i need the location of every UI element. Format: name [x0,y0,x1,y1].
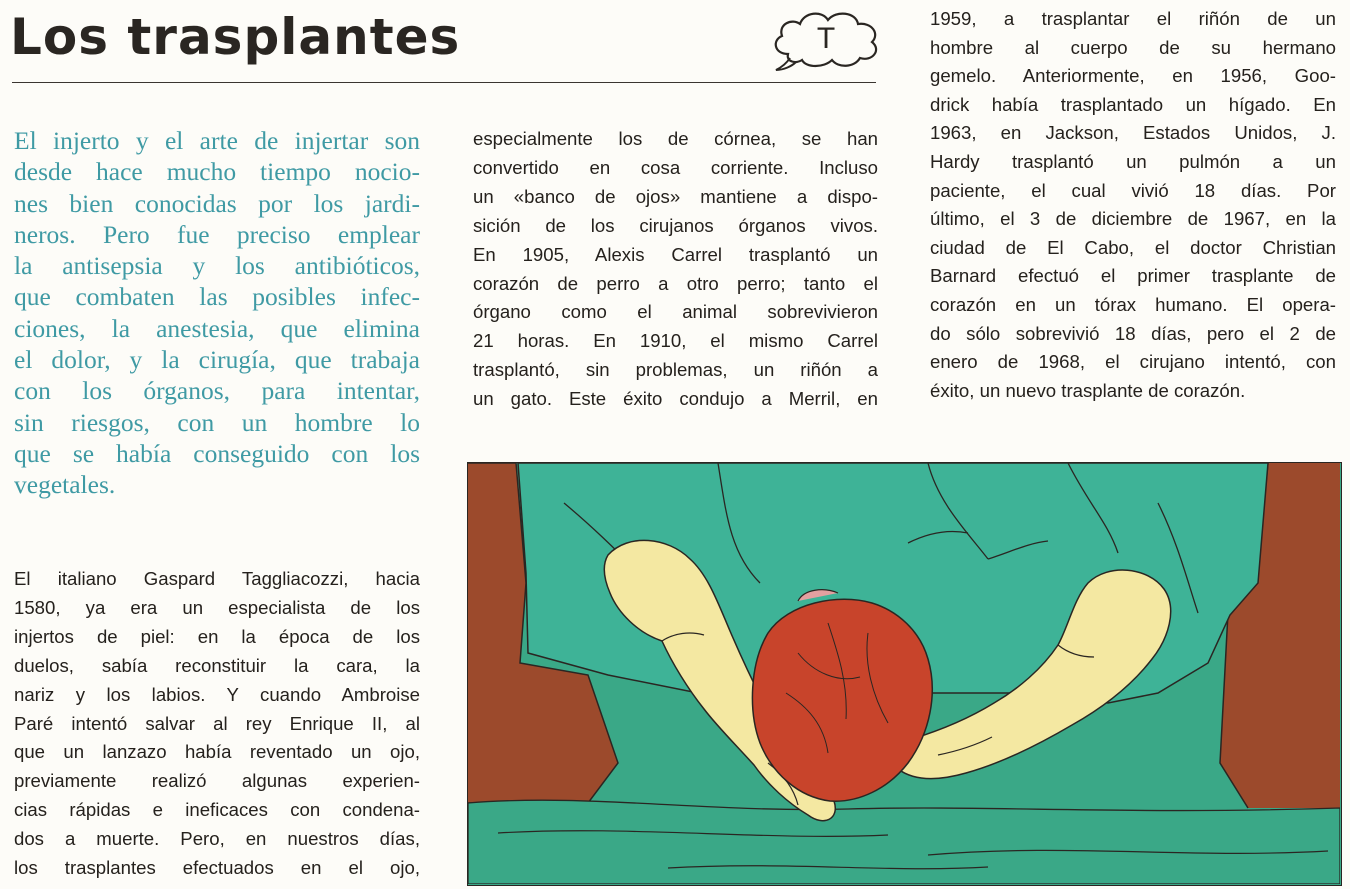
body-line: un gato. Este éxito condujo a Merril, en [473,388,878,410]
intro-line: El injerto y el arte de injertar son [14,126,420,155]
body-line: éxito, un nuevo trasplante de corazón. [930,379,1246,401]
body-line: corazón de perro a otro perro; tanto el [473,272,878,294]
body-line: convertido en cosa corriente. Incluso [473,156,878,178]
body-line: 1959, a trasplantar el riñón de un [930,8,1336,29]
body-line: duelos, sabía reconstituir la cara, la [14,654,420,676]
intro-line: ciones, la anestesia, que elimina [14,313,420,343]
intro-line: neros. Pero fue preciso emplear [14,219,420,249]
body-line: dos a muerte. Pero, en nuestros días, [14,828,420,850]
body-line: que un lanzazo había reventado un ojo, [14,741,420,763]
body-line: enero de 1968, el cirujano intentó, con [930,351,1336,373]
body-line: injertos de piel: en la época de los [14,625,420,647]
body-line: En 1905, Alexis Carrel trasplantó un [473,243,878,265]
body-line: 1580, ya era un especialista de los [14,596,420,618]
intro-line: que combaten las posibles infec- [14,282,420,312]
body-line: Hardy trasplantó un pulmón a un [930,150,1336,172]
body-line: El italiano Gaspard Taggliacozzi, hacia [14,568,420,589]
body-line: cias rápidas e ineficaces con condena- [14,799,420,821]
body-line: 1963, en Jackson, Estados Unidos, J. [930,122,1336,144]
intro-line: que se había conseguido con los [14,438,420,468]
intro-line: el dolor, y la cirugía, que trabaja [14,345,420,375]
heart-in-gloved-hands-illustration [468,463,1340,884]
body-line: los trasplantes efectuados en el ojo, [14,857,420,879]
body-line: paciente, el cual vivió 18 días. Por [930,179,1336,201]
page-title: Los trasplantes [10,8,461,66]
logo-letter: T [816,22,836,55]
body-line: 21 horas. En 1910, el mismo Carrel [473,330,878,352]
intro-line: la antisepsia y los antibióticos, [14,251,420,281]
body-line: previamente realizó algunas experien- [14,770,420,792]
body-line: un «banco de ojos» mantiene a dispo- [473,185,878,207]
body-line: hombre al cuerpo de su hermano [930,36,1336,58]
body-line: especialmente los de córnea, se han [473,128,878,149]
intro-line: sin riesgos, con un hombre lo [14,407,420,437]
body-line: Paré intentó salvar al rey Enrique II, al [14,712,420,734]
body-line: sición de los cirujanos órganos vivos. [473,214,878,236]
body-line: trasplantó, sin problemas, un riñón a [473,359,878,381]
cloud-letter-icon [768,6,886,74]
body-line: gemelo. Anteriormente, en 1956, Goo- [930,65,1336,87]
body-column-1 [14,565,420,883]
intro-line: nes bien conocidas por los jardi- [14,188,420,218]
body-line: órgano como el animal sobrevivieron [473,301,878,323]
body-line: corazón en un tórax humano. El opera- [930,293,1336,315]
title-divider [12,82,876,83]
intro-line: vegetales. [14,470,116,500]
body-column-3 [930,5,1336,405]
body-line: último, el 3 de diciembre de 1967, en la [930,208,1336,230]
body-line: ciudad de El Cabo, el doctor Christian [930,236,1336,258]
body-line: Barnard efectuó el primer trasplante de [930,265,1336,287]
intro-line: con los órganos, para intentar, [14,376,420,406]
body-line: nariz y los labios. Y cuando Ambroise [14,683,420,705]
body-line: drick había trasplantado un hígado. En [930,93,1336,115]
surgery-illustration [467,462,1342,886]
intro-paragraph [14,125,420,501]
body-line: do sólo sobrevivió 18 días, pero el 2 de [930,322,1336,344]
body-column-2 [473,125,878,414]
intro-line: desde hace mucho tiempo nocio- [14,157,420,187]
